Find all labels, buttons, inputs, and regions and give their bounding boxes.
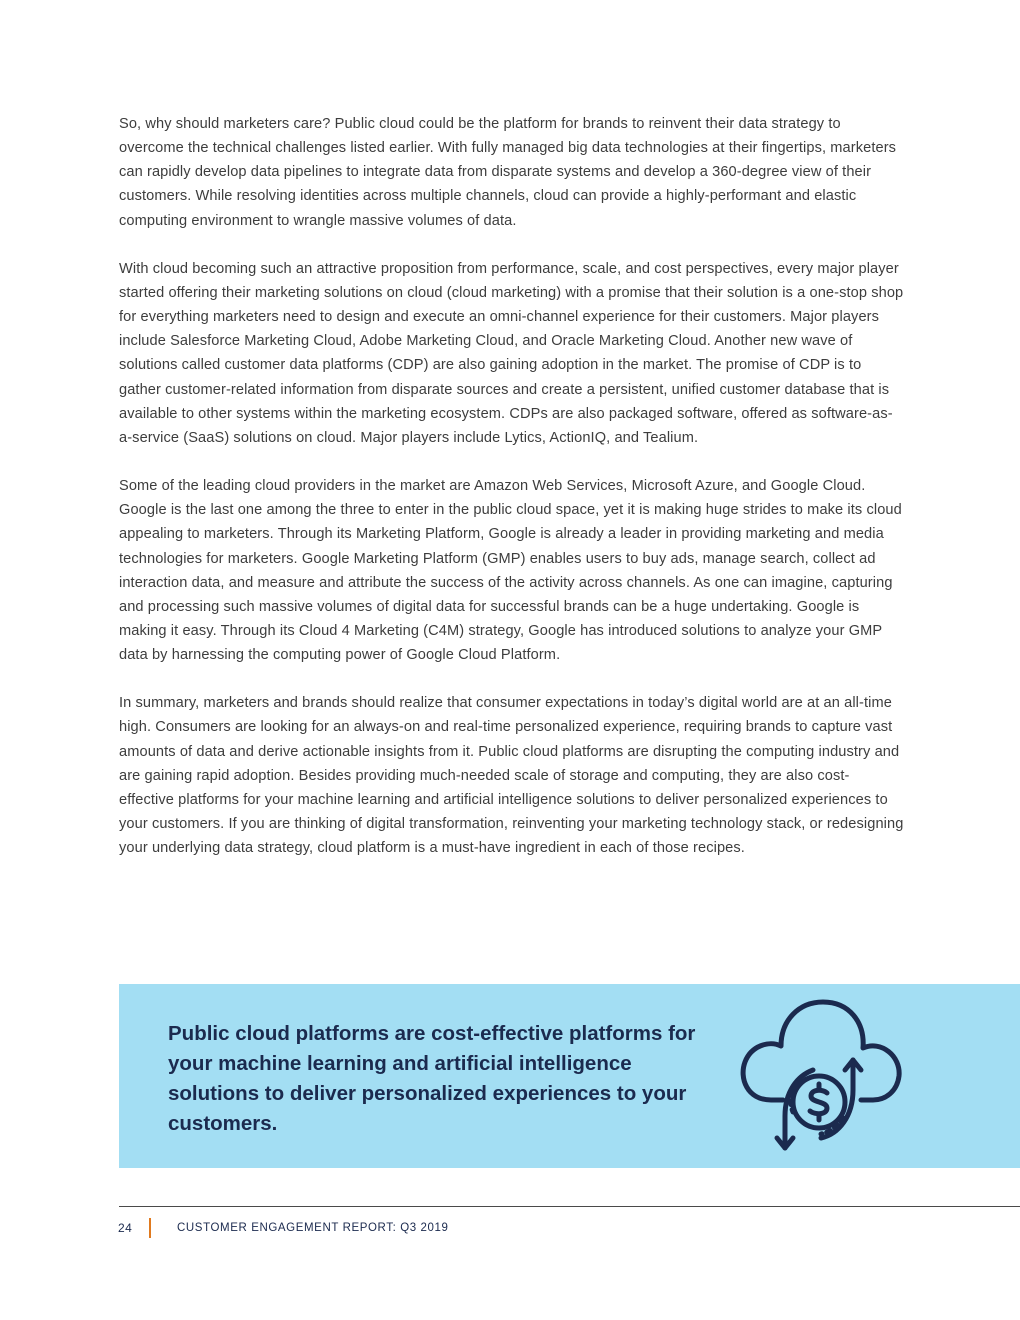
cloud-dollar-cycle-icon bbox=[737, 998, 905, 1154]
footer-rule bbox=[119, 1206, 1020, 1207]
pull-quote-callout bbox=[119, 984, 1020, 1168]
page-number: 24 bbox=[118, 1221, 133, 1235]
footer-divider bbox=[149, 1218, 151, 1238]
article-body bbox=[119, 112, 904, 884]
paragraph-summary: In summary, marketers and brands should realize that consumer expectations in today’s digital world are at an all-time high. Consumers are looking for an always-on and real-time personalized experience, requiring brands to capture vast amounts of data and derive actionable insights from it. Public cloud platforms are disrupting the computing industry and are gaining rapid adoption. Besides providing much-needed scale of storage and computing, they are also cost-effective platforms for your machine learning and artificial intelligence solutions to deliver personalized experiences to your customers. If you are thinking of digital transformation, reinventing your marketing technology stack, or redesigning your underlying data strategy, cloud platform is a must-have ingredient in each of those recipes. bbox=[119, 695, 904, 857]
paragraph-cloud-providers: Some of the leading cloud providers in the market are Amazon Web Services, Microsoft Azure, and Google Cloud. Google is the last one among the three to enter in the public cloud space, yet it is making huge strides to make its cloud appealing to marketers. Through its Marketing Platform, Google is already a leader in providing marketing and media technologies for marketers. Google Marketing Platform (GMP) enables users to buy ads, manage search, collect ad interaction data, and measure and attribute the success of the activity across channels. As one can imagine, capturing and processing such massive volumes of digital data for successful brands can be a huge undertaking. Google is making it easy. Through its Cloud 4 Marketing (C4M) strategy, Google has introduced solutions to analyze your GMP data by harnessing the computing power of Google Cloud Platform. bbox=[119, 478, 902, 664]
paragraph-cloud-marketing: With cloud becoming such an attractive proposition from performance, scale, and cost perspectives, every major player started offering their marketing solutions on cloud (cloud marketing) with a promise that their solution is a one-stop shop for everything marketers need to design and execute an omni-channel experience for their customers. Major players include Salesforce Marketing Cloud, Adobe Marketing Cloud, and Oracle Marketing Cloud. Another new wave of solutions called customer data platforms (CDP) are also gaining adoption in the market. The promise of CDP is to gather customer-related information from disparate sources and create a persistent, unified customer database that is available to other systems within the marketing ecosystem. CDPs are also packaged software, offered as software-as-a-service (SaaS) solutions on cloud. Major players include Lytics, ActionIQ, and Tealium. bbox=[119, 260, 904, 446]
paragraph-why-marketers-care: So, why should marketers care? Public cloud could be the platform for brands to reinvent their data strategy to overcome the technical challenges listed earlier. With fully managed big data technologies at their fingertips, marketers can rapidly develop data pipelines to integrate data from disparate systems and develop a 360-degree view of their customers. While resolving identities across multiple channels, cloud can provide a highly-performant and elastic computing environment to wrangle massive volumes of data. bbox=[119, 116, 897, 229]
report-title: CUSTOMER ENGAGEMENT REPORT: Q3 2019 bbox=[177, 1222, 449, 1234]
pull-quote-text: Public cloud platforms are cost-effective platforms for your machine learning and artificial intelligence solutions to deliver personalized experiences to your customers. bbox=[168, 1022, 696, 1135]
dollar-sign-icon bbox=[810, 1090, 827, 1113]
